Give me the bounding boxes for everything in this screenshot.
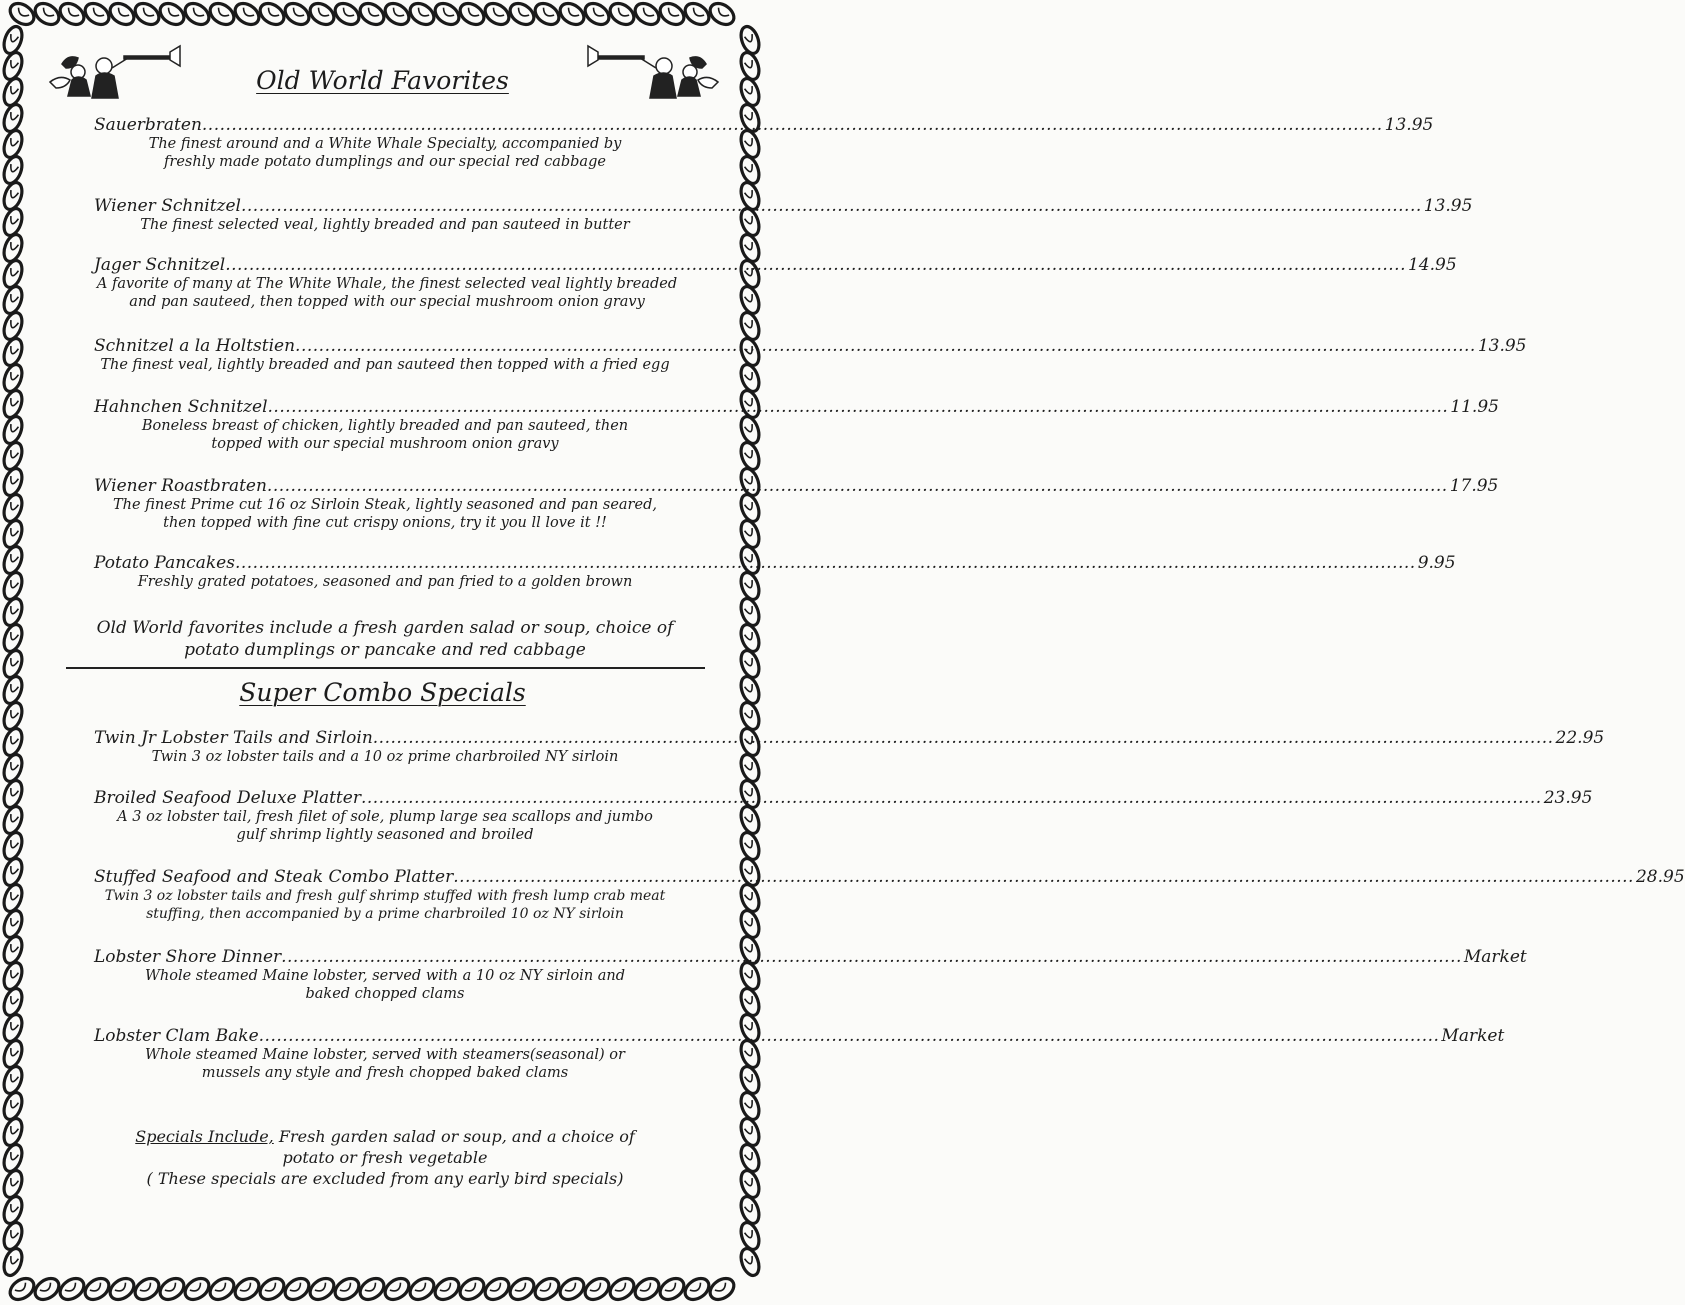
old-world-favorites-note: Old World favorites include a fresh garden salad or soup, choice of potato dumplings or pancake and red cabbage [96, 618, 674, 660]
leader-dots: ........................................................................................................................................................................................................ [372, 728, 1554, 748]
item-name: Stuffed Seafood and Steak Combo Platter [94, 867, 454, 887]
menu-item-sauerbraten [74, 115, 1434, 171]
item-description: The finest selected veal, lightly breaded and pan sauteed in butter [140, 217, 630, 233]
menu-item-jager-schnitzel [74, 255, 1457, 311]
item-description: The finest Prime cut 16 oz Sirloin Steak, lightly seasoned and pan seared, then topped with fine cut crispy onions, try it you ll love it !! [113, 497, 657, 531]
item-name: Schnitzel a la Holtstien [94, 336, 296, 356]
specials-include-label: Specials Include, [135, 1127, 274, 1146]
menu-item-twin-jr-lobster-tails-and-sirloin [74, 728, 1605, 766]
item-name: Lobster Clam Bake [94, 1026, 259, 1046]
leader-dots: ........................................................................................................................................................................................................ [241, 196, 1422, 216]
item-description: Twin 3 oz lobster tails and fresh gulf shrimp stuffed with fresh lump crab meat stuffing, then accompanied by a prime charbroiled 10 oz NY sirloin [104, 888, 666, 922]
section-title-super-combo-specials: Super Combo Specials [239, 678, 526, 707]
item-name: Jager Schnitzel [94, 255, 226, 275]
specials-include-note [60, 1126, 710, 1189]
menu-item-wiener-schnitzel [74, 196, 1473, 234]
item-price: 22.95 [1555, 728, 1605, 748]
item-description: Freshly grated potatoes, seasoned and pan fried to a golden brown [137, 574, 633, 590]
leader-dots: ........................................................................................................................................................................................................ [360, 788, 1542, 808]
item-name: Sauerbraten [94, 115, 202, 135]
section-title-old-world-favorites: Old World Favorites [256, 66, 509, 95]
item-name: Potato Pancakes [94, 553, 235, 573]
item-name: Hahnchen Schnitzel [94, 397, 268, 417]
menu-item-lobster-clam-bake [74, 1026, 1505, 1082]
item-price: 13.95 [1423, 196, 1473, 216]
item-price: 14.95 [1407, 255, 1457, 275]
leader-dots: ........................................................................................................................................................................................................ [295, 336, 1476, 356]
leader-dots: ........................................................................................................................................................................................................ [281, 947, 1462, 967]
menu-item-broiled-seafood-deluxe-platter [74, 788, 1593, 844]
item-description: Twin 3 oz lobster tails and a 10 oz prime charbroiled NY sirloin [151, 749, 619, 765]
item-description: The finest around and a White Whale Specialty, accompanied by freshly made potato dumplings and our special red cabbage [148, 136, 622, 170]
leader-dots: ........................................................................................................................................................................................................ [266, 476, 1448, 496]
item-price: 13.95 [1477, 336, 1527, 356]
menu-item-stuffed-seafood-and-steak-combo-platter [74, 867, 1685, 923]
item-description: The finest veal, lightly breaded and pan sauteed then topped with a fried egg [100, 357, 670, 373]
item-description: Whole steamed Maine lobster, served with a 10 oz NY sirloin and baked chopped clams [144, 968, 626, 1002]
menu-item-wiener-roastbraten [74, 476, 1499, 532]
item-description: Boneless breast of chicken, lightly breaded and pan sauteed, then topped with our special mushroom onion gravy [141, 418, 629, 452]
item-price: 23.95 [1543, 788, 1593, 808]
item-name: Broiled Seafood Deluxe Platter [94, 788, 361, 808]
item-name: Wiener Schnitzel [94, 196, 241, 216]
specials-exclusion-line: ( These specials are excluded from any early bird specials) [146, 1169, 624, 1188]
menu-item-hahnchen-schnitzel [74, 397, 1499, 453]
item-price: 13.95 [1384, 115, 1434, 135]
item-name: Twin Jr Lobster Tails and Sirloin [94, 728, 373, 748]
menu-item-potato-pancakes [74, 553, 1456, 591]
leader-dots: ........................................................................................................................................................................................................ [225, 255, 1406, 275]
specials-include-line2: potato or fresh vegetable [282, 1148, 488, 1167]
item-description: Whole steamed Maine lobster, served with steamers(seasonal) or mussels any style and fresh chopped baked clams [145, 1047, 625, 1081]
menu-item-lobster-shore-dinner [74, 947, 1527, 1003]
specials-include-text: Fresh garden salad or soup, and a choice of [273, 1127, 635, 1146]
item-description: A favorite of many at The White Whale, the finest selected veal lightly breaded and pan sauteed, then topped with our special mushroom onion gravy [96, 276, 678, 310]
leader-dots: ........................................................................................................................................................................................................ [258, 1026, 1440, 1046]
item-price: 9.95 [1417, 553, 1456, 573]
section-divider [66, 667, 705, 669]
menu-item-schnitzel-a-la-holtstien [74, 336, 1527, 374]
item-name: Wiener Roastbraten [94, 476, 267, 496]
leader-dots: ........................................................................................................................................................................................................ [201, 115, 1383, 135]
leader-dots: ........................................................................................................................................................................................................ [453, 867, 1634, 887]
item-name: Lobster Shore Dinner [94, 947, 282, 967]
leader-dots: ........................................................................................................................................................................................................ [234, 553, 1416, 573]
item-price: 17.95 [1449, 476, 1499, 496]
item-price: Market [1441, 1026, 1505, 1046]
item-price: 11.95 [1450, 397, 1499, 417]
item-price: Market [1463, 947, 1527, 967]
item-description: A 3 oz lobster tail, fresh filet of sole, plump large sea scallops and jumbo gulf shrimp lightly seasoned and broiled [117, 809, 653, 843]
item-price: 28.95 [1635, 867, 1685, 887]
leader-dots: ........................................................................................................................................................................................................ [267, 397, 1449, 417]
